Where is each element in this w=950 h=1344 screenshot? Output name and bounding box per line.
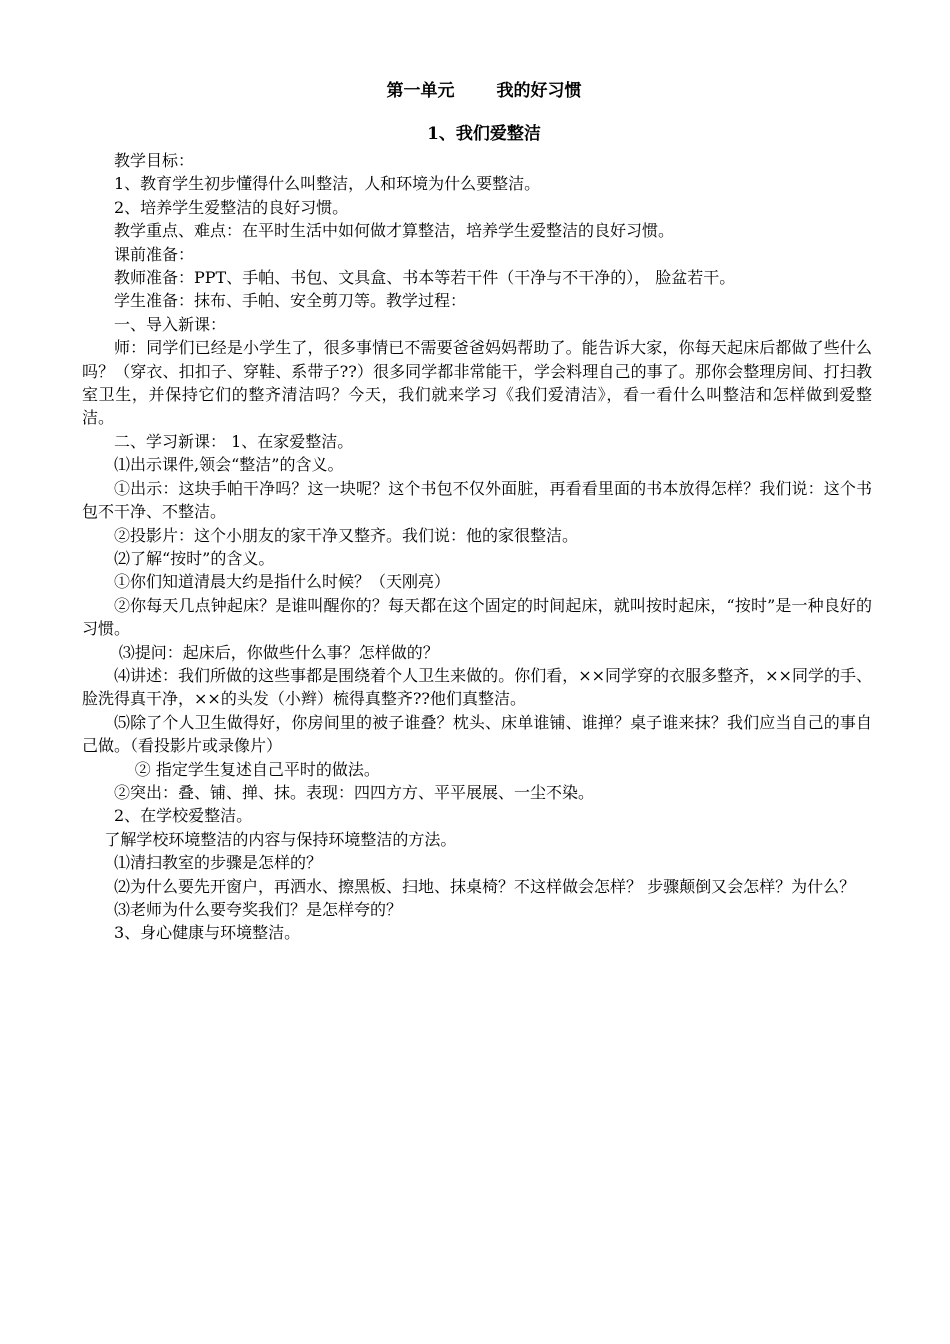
unit-name: 我的好习惯 <box>496 81 582 101</box>
lesson-body <box>82 149 872 945</box>
paragraph: ⑵了解“按时”的含义。 <box>114 548 275 568</box>
paragraph: 学生准备：抹布、手帕、安全剪刀等。教学过程： <box>114 291 467 311</box>
paragraph: 一、导入新课： <box>114 314 227 334</box>
lesson-title: 1、我们爱整洁 <box>427 124 541 144</box>
paragraph: ⑵为什么要先开窗户，再洒水、擦黑板、扫地、抹桌椅？不这样做会怎样？ 步骤颠倒又会怎样？为什么？ <box>114 876 856 896</box>
paragraph: ⑴出示课件,领会“整洁”的含义。 <box>114 455 344 475</box>
paragraph: 教学目标： <box>114 151 195 170</box>
paragraph: ⑶提问：起床后，你做些什么事？怎样做的？ <box>118 642 439 662</box>
paragraph: ②你每天几点钟起床？是谁叫醒你的？每天都在这个固定的时间起床，就叫按时起床，“按时”是一种良好的习惯。 <box>82 595 872 639</box>
document-page <box>82 76 872 945</box>
paragraph: 二、学习新课： 1、在家爱整洁。 <box>114 431 354 451</box>
paragraph: 教师准备：PPT、手帕、书包、文具盒、书本等若干件（干净与不干净的）， 脸盆若干。 <box>114 268 736 288</box>
paragraph: ⑶老师为什么要夸奖我们？是怎样夸的？ <box>114 900 403 919</box>
paragraph: ⑷讲述：我们所做的这些事都是围绕着个人卫生来做的。你们看，××同学穿的衣服多整齐，××同学的手、脸洗得真干净，××的头发（小辫）梳得真整齐??他们真整洁。 <box>82 665 872 709</box>
paragraph: ②突出：叠、铺、掸、抹。表现：四四方方、平平展展、一尘不染。 <box>114 782 595 802</box>
paragraph: 2、培养学生爱整洁的良好习惯。 <box>114 197 349 217</box>
paragraph: ②投影片：这个小朋友的家干净又整齐。我们说：他的家很整洁。 <box>114 525 579 545</box>
unit-title <box>96 76 872 106</box>
paragraph: 1、教育学生初步懂得什么叫整洁，人和环境为什么要整洁。 <box>114 174 541 194</box>
paragraph: 3、身心健康与环境整洁。 <box>114 923 301 943</box>
paragraph: 师：同学们已经是小学生了，很多事情已不需要爸爸妈妈帮助了。能告诉大家，你每天起床后都做了些什么吗？（穿衣、扣扣子、穿鞋、系带子??）很多同学都非常能干，学会料理自己的事了。那你会整理房间、打扫教室卫生，并保持它们的整齐清洁吗？今天，我们就来学习《我们爱清洁》，看一看什么叫整洁和怎样做到爱整洁。 <box>82 338 872 428</box>
paragraph: ⑴清扫教室的步骤是怎样的？ <box>114 853 323 873</box>
paragraph: 2、在学校爱整洁。 <box>114 806 253 826</box>
paragraph: 了解学校环境整洁的内容与保持环境整洁的方法。 <box>104 829 457 849</box>
paragraph: 课前准备： <box>114 244 195 264</box>
paragraph: 教学重点、难点：在平时生活中如何做才算整洁，培养学生爱整洁的良好习惯。 <box>114 221 675 241</box>
paragraph: ⑸除了个人卫生做得好，你房间里的被子谁叠？枕头、床单谁铺、谁掸？桌子谁来抹？我们应当自己的事自己做。（看投影片或录像片） <box>82 712 872 756</box>
unit-number: 第一单元 <box>386 81 455 101</box>
paragraph: ①出示：这块手帕干净吗？这一块呢？这个书包不仅外面脏，再看看里面的书本放得怎样？我们说：这个书包不干净、不整洁。 <box>82 478 872 522</box>
paragraph: ①你们知道清晨大约是指什么时候？（天刚亮） <box>114 572 451 592</box>
paragraph: ② 指定学生复述自己平时的做法。 <box>134 759 380 779</box>
